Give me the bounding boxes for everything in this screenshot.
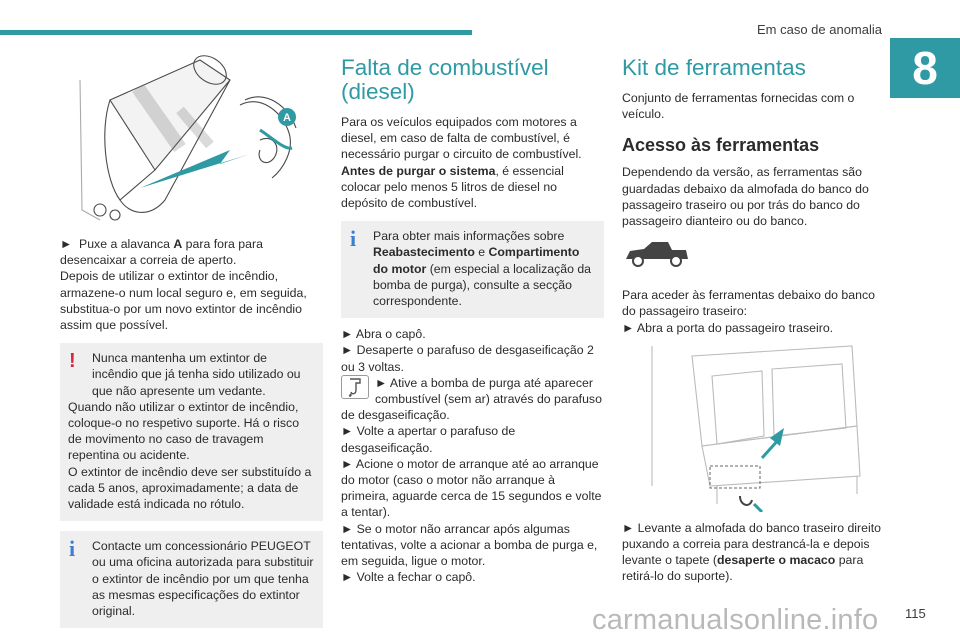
page-number: 115: [905, 606, 926, 621]
step-retighten-screw: ► Volte a apertar o parafuso de desgaseificação.: [341, 424, 516, 455]
info-box-refuel: [341, 221, 604, 318]
rear-seat-access-text: Para aceder às ferramentas debaixo do banco do passageiro traseiro:: [622, 288, 875, 319]
column-left: [60, 50, 323, 628]
extinguisher-figure: [60, 50, 323, 228]
toolkit-title: Kit de ferramentas: [622, 55, 806, 80]
step-repeat-pump: ► Se o motor não arrancar após algumas tentativas, volte a acionar a bomba de purga e, em seguida, ligue o motor.: [341, 521, 598, 569]
toolkit-intro: Conjunto de ferramentas fornecidas com o veículo.: [622, 91, 855, 122]
info-icon: i: [69, 536, 76, 562]
figure-label-a: A: [283, 112, 291, 124]
warning-box: [60, 343, 323, 521]
warning-icon: !: [69, 350, 76, 373]
purge-pump-icon: [341, 375, 369, 399]
info-icon: i: [350, 226, 357, 252]
info-text-dealer: Contacte um concessionário PEUGEOT ou uma oficina autorizada para substituir o extintor de incêndio por um que tenha as mesmas especificações do extintor original.: [92, 539, 314, 619]
pickup-truck-icon: [622, 237, 885, 279]
rear-seat-illustration: [622, 336, 885, 512]
info-box-dealer: [60, 531, 323, 628]
info-text-refuel: Para obter mais informações sobre Reabastecimento e Compartimento do motor (em especial a localização da bomba de purga), consulte a secção correspondente.: [373, 229, 592, 309]
column-right: [622, 50, 885, 585]
column-middle: [341, 50, 604, 585]
chapter-tab: [890, 38, 960, 98]
section-title: Em caso de anomalia: [756, 22, 882, 37]
chapter-number: 8: [912, 42, 938, 94]
step-loosen-screw: ► Desaperte o parafuso de desgaseificação 2 ou 3 voltas.: [341, 343, 594, 374]
header-accent-bar: [0, 30, 472, 35]
fuel-shortage-title: Falta de combustível (diesel): [341, 55, 549, 104]
warning-text-3: O extintor de incêndio deve ser substituído a cada 5 anos, aproximadamente; a data de validade está indicada no rótulo.: [68, 464, 312, 512]
step-lift-cushion: ► Levante a almofada do banco traseiro direito puxando a correia para destrancá-la e depois levante o tapete (desaperte o macaco para retirá-lo do suporte).: [622, 520, 881, 584]
step-open-bonnet: ► Abra o capô.: [341, 327, 426, 342]
step-open-rear-door: ► Abra a porta do passageiro traseiro.: [622, 320, 834, 335]
extinguisher-illustration: [60, 50, 323, 228]
after-use-text: Depois de utilizar o extintor de incêndio, armazene-o num local seguro e, em seguida, substitua-o por um novo extintor de incêndio assim que possível.: [60, 269, 307, 333]
fuel-intro: Para os veículos equipados com motores a diesel, em caso de falta de combustível, é necessário purgar o circuito de combustível.: [341, 115, 582, 162]
before-purge-text: Antes de purgar o sistema, é essencial colocar pelo menos 5 litros de diesel no depósito de combustível.: [341, 163, 564, 211]
instruction-pull-lever: ► Puxe a alavanca A para fora para desencaixar a correia de aperto.: [60, 237, 263, 268]
step-crank-engine: ► Acione o motor de arranque até ao arranque do motor (caso o motor não arranque à primeira, aguarde cerca de 15 segundos e volte a tentar).: [341, 456, 602, 520]
warning-text-2: Quando não utilizar o extintor de incêndio, coloque-o no respetivo suporte. Há o risco de movimento no caso de travagem repentina ou acidente.: [68, 399, 300, 463]
warning-text-1: Nunca mantenha um extintor de incêndio que já tenha sido utilizado ou que não apresente um vedante.: [92, 351, 301, 398]
step-close-bonnet: ► Volte a fechar o capô.: [341, 570, 476, 585]
tool-access-subtitle: Acesso às ferramentas: [622, 135, 820, 156]
step-activate-pump: ► Ative a bomba de purga até aparecer combustível (sem ar) através do parafuso de desgaseificação.: [341, 375, 602, 423]
tool-location-text: Dependendo da versão, as ferramentas são guardadas debaixo da almofada do banco do passageiro traseiro ou por trás do banco do passageiro dianteiro ou do banco.: [622, 165, 869, 229]
watermark-text: carmanualsonline.info: [592, 604, 879, 636]
